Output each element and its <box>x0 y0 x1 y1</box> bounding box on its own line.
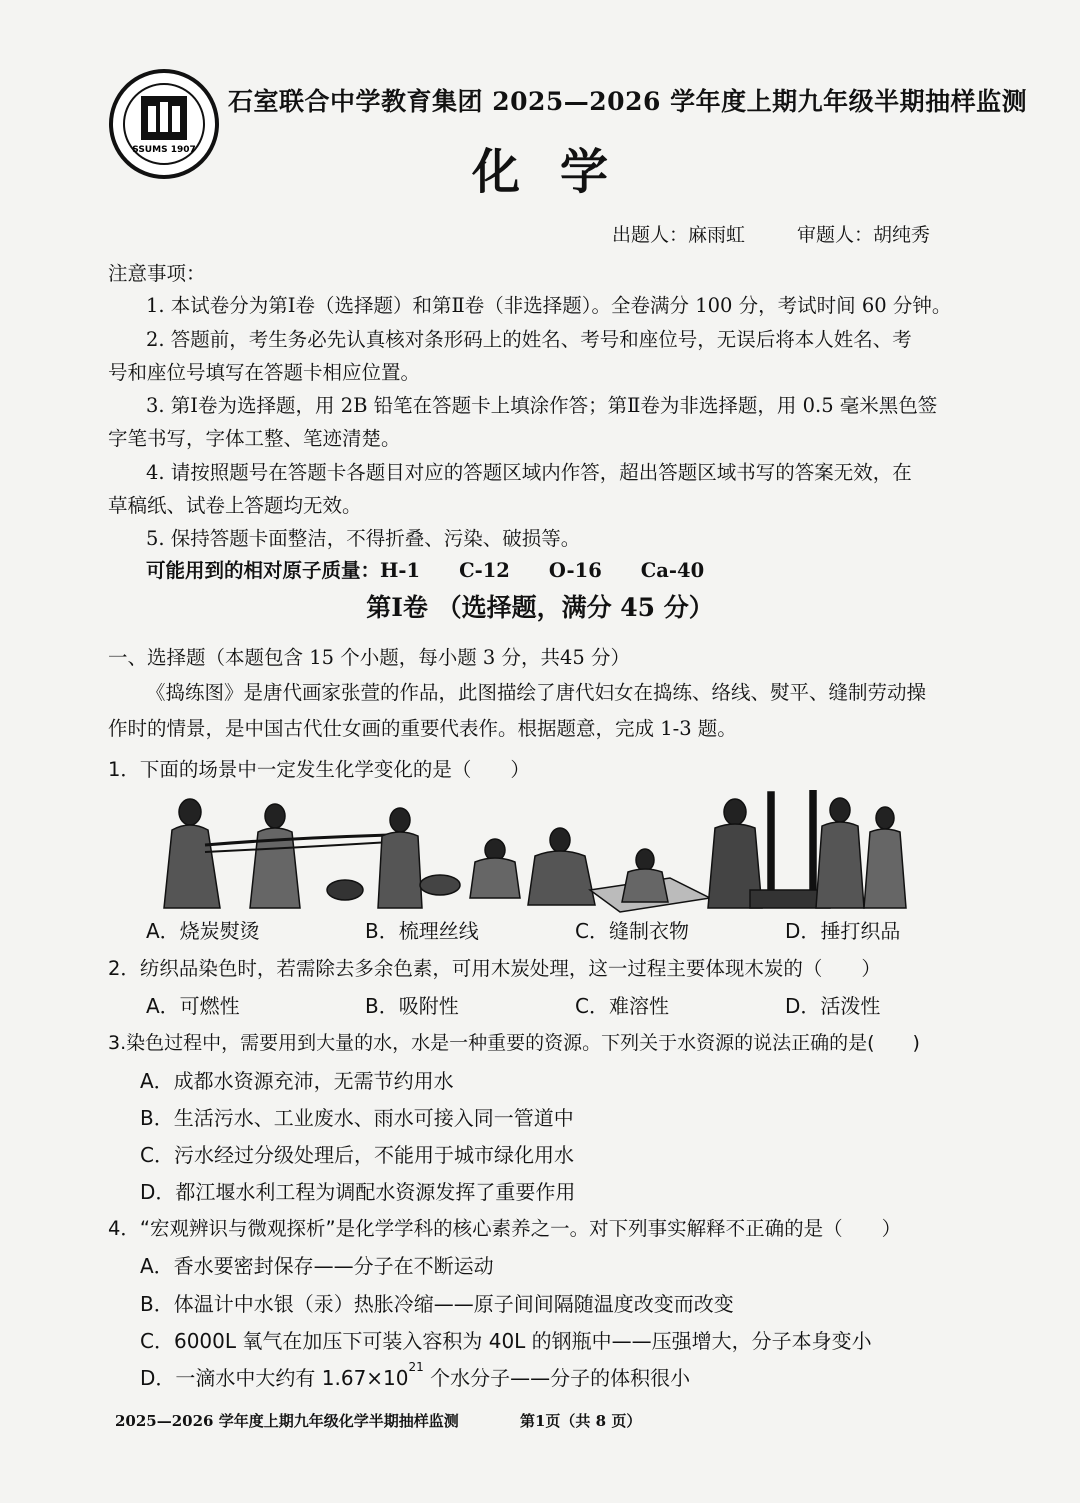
logo-text: SSUMS 1907 <box>132 145 196 155</box>
q3-option-a: A．成都水资源充沛，无需节约用水 <box>140 1069 454 1093</box>
note-item-2-cont: 号和座位号填写在答题卡相应位置。 <box>108 361 421 384</box>
question-1-stem: 1．下面的场景中一定发生化学变化的是（ ） <box>108 758 530 781</box>
q1-option-c: C．缝制衣物 <box>575 919 689 943</box>
intro-line-2: 作时的情景，是中国古代仕女画的重要代表作。根据题意，完成 1-3 题。 <box>108 717 737 740</box>
q2-option-c: C．难溶性 <box>575 994 669 1018</box>
footer-page-number: 第1页（共 8 页） <box>520 1412 642 1430</box>
q1-option-a: A．烧炭熨烫 <box>146 919 260 943</box>
q3-option-c: C．污水经过分级处理后，不能用于城市绿化用水 <box>140 1143 574 1167</box>
part-heading <box>108 642 630 670</box>
q1-option-b: B．梳理丝线 <box>365 919 479 943</box>
intro-line-1: 《捣练图》是唐代画家张萱的作品，此图描绘了唐代妇女在捣练、络线、熨平、缝制劳动操 <box>146 681 927 704</box>
q4-option-c: C．6000L 氧气在加压下可装入容积为 40L 的钢瓶中——压强增大，分子本身变小 <box>140 1329 872 1353</box>
note-item-5: 5. 保持答题卡面整洁，不得折叠、污染、破损等。 <box>146 527 581 550</box>
atomic-masses: 可能用到的相对原子质量：H-1 C-12 O-16 Ca-40 <box>146 559 705 582</box>
reviewer: 审题人：胡纯秀 <box>797 224 931 246</box>
notes-heading: 注意事项： <box>108 262 206 285</box>
q4-option-d-text: D．一滴水中大约有 1.67×10 <box>140 1366 409 1390</box>
question-4-stem: 4．“宏观辨识与微观探析”是化学学科的核心素养之一。对下列事实解释不正确的是（ ） <box>108 1217 902 1240</box>
q4-option-b: B．体温计中水银（汞）热胀冷缩——原子间间隔随温度改变而改变 <box>140 1292 734 1316</box>
q2-option-d: D．活泼性 <box>785 994 881 1018</box>
subject-title: 化学 <box>471 144 648 200</box>
q1-option-d: D．捶打织品 <box>785 919 901 943</box>
note-item-2: 2. 答题前，考生务必先认真核对条形码上的姓名、考号和座位号，无误后将本人姓名、考 <box>146 328 912 351</box>
note-item-3-cont: 字笔书写，字体工整、笔迹清楚。 <box>108 427 401 450</box>
school-title: 石室联合中学教育集团 2025—2026 学年度上期九年级半期抽样监测 <box>228 87 1028 116</box>
question-2-stem: 2．纺织品染色时，若需除去多余色素，可用木炭处理，这一过程主要体现木炭的（ ） <box>108 957 881 980</box>
note-item-3: 3. 第Ⅰ卷为选择题，用 2B 铅笔在答题卡上填涂作答；第Ⅱ卷为非选择题，用 0.5 毫米黑色签 <box>146 394 938 417</box>
authors-line <box>612 220 930 247</box>
q3-option-b: B．生活污水、工业废水、雨水可接入同一管道中 <box>140 1106 574 1130</box>
q4-option-a: A．香水要密封保存——分子在不断运动 <box>140 1254 494 1278</box>
q3-option-d: D．都江堰水利工程为调配水资源发挥了重要作用 <box>140 1180 576 1204</box>
q4-option-d-exponent: 21 <box>408 1360 424 1374</box>
q2-option-b: B．吸附性 <box>365 994 459 1018</box>
note-item-4-cont: 草稿纸、试卷上答题均无效。 <box>108 494 362 517</box>
q4-option-d-tail: 个水分子——分子的体积很小 <box>423 1366 691 1390</box>
q4-option-d <box>140 1362 690 1391</box>
q2-option-a: A．可燃性 <box>146 994 240 1018</box>
setter: 出题人：麻雨虹 <box>612 224 746 246</box>
part-heading-text: 一、选择题（本题包含 15 个小题，每小题 3 分，共45 分） <box>108 646 631 669</box>
question-3-stem: 3.染色过程中，需要用到大量的水，水是一种重要的资源。下列关于水资源的说法正确的是( ) <box>108 1032 920 1054</box>
note-item-4: 4. 请按照题号在答题卡各题目对应的答题区域内作答，超出答题区域书写的答案无效，在 <box>146 461 912 484</box>
section-title: 第Ⅰ卷 （选择题，满分 45 分） <box>366 593 714 622</box>
footer-exam-name: 2025—2026 学年度上期九年级化学半期抽样监测 <box>115 1412 459 1430</box>
note-item-1: 1. 本试卷分为第Ⅰ卷（选择题）和第Ⅱ卷（非选择题）。全卷满分 100 分，考试时间 60 分钟。 <box>146 294 952 317</box>
daolian-painting-illustration <box>150 790 930 920</box>
